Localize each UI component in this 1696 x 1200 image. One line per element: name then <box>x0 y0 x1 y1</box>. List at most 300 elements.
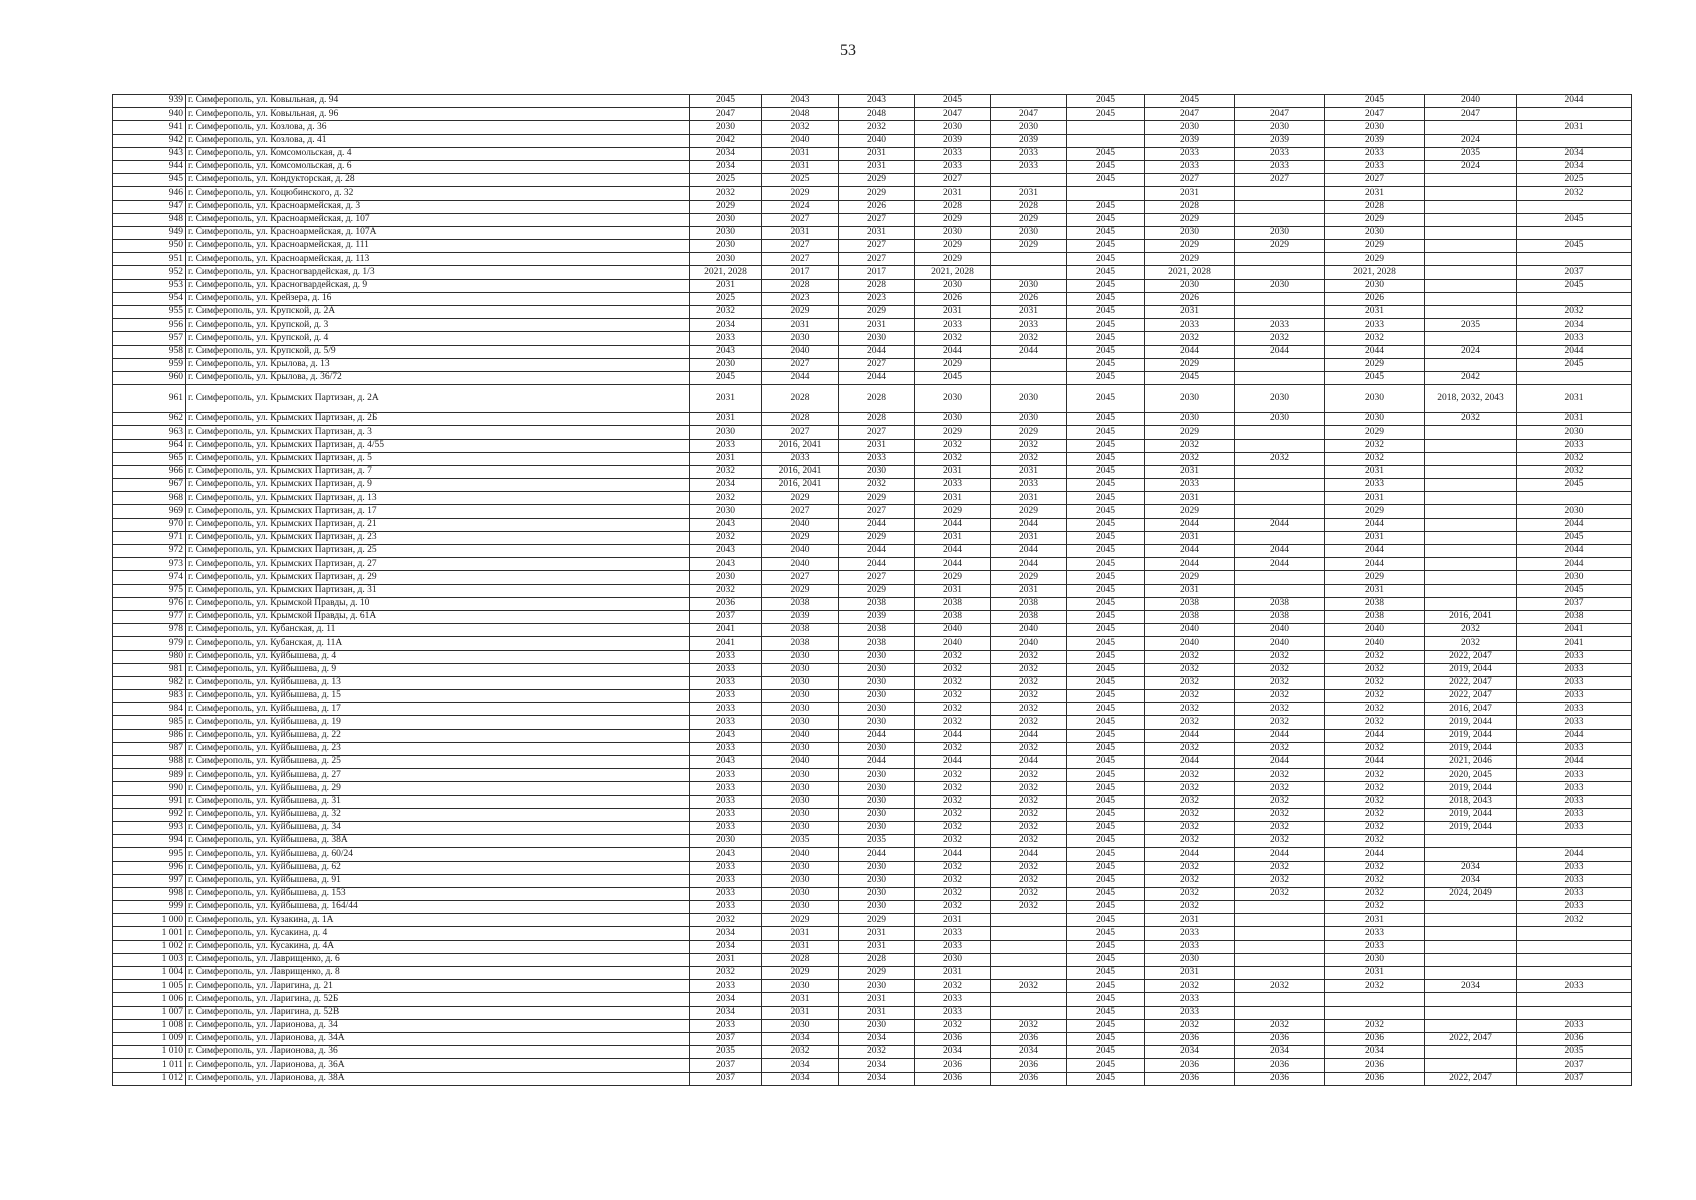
table-row <box>113 980 1632 993</box>
row-number-cell: 945 <box>113 174 186 187</box>
table-row <box>113 1046 1632 1059</box>
table-row <box>113 292 1632 305</box>
year-cell-3: 2028 <box>839 953 915 966</box>
year-cell-5: 2030 <box>991 226 1067 239</box>
year-cell-1: 2032 <box>690 914 762 927</box>
year-cell-4: 2032 <box>915 835 991 848</box>
year-cell-5: 2031 <box>991 465 1067 478</box>
year-cell-1: 2031 <box>690 452 762 465</box>
year-cell-9: 2030 <box>1325 385 1425 413</box>
year-cell-1: 2033 <box>690 795 762 808</box>
year-cell-4: 2031 <box>915 914 991 927</box>
year-cell-9: 2029 <box>1325 213 1425 226</box>
year-cell-5: 2031 <box>991 584 1067 597</box>
year-cell-3: 2034 <box>839 1072 915 1085</box>
year-cell-1: 2032 <box>690 967 762 980</box>
address-cell: г. Симферополь, ул. Козлова, д. 41 <box>186 134 690 147</box>
year-cell-3: 2034 <box>839 1059 915 1072</box>
year-cell-1: 2032 <box>690 465 762 478</box>
year-cell-1: 2021, 2028 <box>690 266 762 279</box>
year-cell-8 <box>1235 505 1325 518</box>
year-cell-9: 2032 <box>1325 835 1425 848</box>
year-cell-8: 2032 <box>1235 887 1325 900</box>
year-cell-3: 2027 <box>839 213 915 226</box>
year-cell-8 <box>1235 993 1325 1006</box>
table-row <box>113 358 1632 371</box>
year-cell-7: 2033 <box>1145 1006 1235 1019</box>
year-cell-8: 2027 <box>1235 174 1325 187</box>
year-cell-11: 2033 <box>1517 690 1632 703</box>
year-cell-10 <box>1425 332 1517 345</box>
year-cell-4: 2032 <box>915 1019 991 1032</box>
year-cell-9: 2029 <box>1325 358 1425 371</box>
table-row <box>113 108 1632 121</box>
table-row <box>113 439 1632 452</box>
year-cell-6: 2045 <box>1067 345 1145 358</box>
year-cell-10: 2016, 2047 <box>1425 703 1517 716</box>
year-cell-2: 2028 <box>762 953 839 966</box>
row-number-cell: 958 <box>113 345 186 358</box>
year-cell-11 <box>1517 200 1632 213</box>
year-cell-3: 2030 <box>839 769 915 782</box>
row-number-cell: 951 <box>113 253 186 266</box>
year-cell-1: 2033 <box>690 690 762 703</box>
year-cell-4: 2030 <box>915 279 991 292</box>
year-cell-10: 2024 <box>1425 345 1517 358</box>
table-row <box>113 452 1632 465</box>
year-cell-10 <box>1425 835 1517 848</box>
year-cell-2: 2027 <box>762 426 839 439</box>
year-cell-9: 2040 <box>1325 637 1425 650</box>
row-number-cell: 997 <box>113 874 186 887</box>
year-cell-8 <box>1235 953 1325 966</box>
year-cell-8: 2030 <box>1235 413 1325 426</box>
table-row <box>113 385 1632 413</box>
year-cell-6: 2045 <box>1067 624 1145 637</box>
year-cell-5 <box>991 253 1067 266</box>
year-cell-4: 2031 <box>915 492 991 505</box>
address-cell: г. Симферополь, ул. Куйбышева, д. 164/44 <box>186 901 690 914</box>
year-cell-6: 2045 <box>1067 518 1145 531</box>
year-cell-8: 2030 <box>1235 385 1325 413</box>
address-cell: г. Симферополь, ул. Куйбышева, д. 23 <box>186 742 690 755</box>
year-cell-10 <box>1425 266 1517 279</box>
row-number-cell: 939 <box>113 95 186 108</box>
year-cell-8: 2036 <box>1235 1072 1325 1085</box>
address-cell: г. Симферополь, ул. Куйбышева, д. 19 <box>186 716 690 729</box>
year-cell-6: 2045 <box>1067 253 1145 266</box>
table-row <box>113 200 1632 213</box>
year-cell-8: 2040 <box>1235 637 1325 650</box>
address-cell: г. Симферополь, ул. Крымских Партизан, д. 27 <box>186 558 690 571</box>
year-cell-8 <box>1235 95 1325 108</box>
row-number-cell: 975 <box>113 584 186 597</box>
year-cell-5: 2030 <box>991 385 1067 413</box>
year-cell-4: 2032 <box>915 703 991 716</box>
year-cell-11 <box>1517 292 1632 305</box>
year-cell-3: 2044 <box>839 545 915 558</box>
address-cell: г. Симферополь, ул. Красноармейская, д. 113 <box>186 253 690 266</box>
year-cell-1: 2032 <box>690 584 762 597</box>
year-cell-11: 2045 <box>1517 479 1632 492</box>
year-cell-3: 2029 <box>839 187 915 200</box>
year-cell-8: 2032 <box>1235 782 1325 795</box>
year-cell-8: 2032 <box>1235 663 1325 676</box>
year-cell-11: 2034 <box>1517 147 1632 160</box>
year-cell-11: 2033 <box>1517 716 1632 729</box>
table-row <box>113 742 1632 755</box>
year-cell-7: 2045 <box>1145 371 1235 384</box>
year-cell-2: 2030 <box>762 676 839 689</box>
year-cell-5: 2036 <box>991 1059 1067 1072</box>
table-row <box>113 1032 1632 1045</box>
year-cell-11: 2033 <box>1517 901 1632 914</box>
year-cell-10 <box>1425 465 1517 478</box>
year-cell-11: 2044 <box>1517 729 1632 742</box>
year-cell-5: 2032 <box>991 452 1067 465</box>
year-cell-9: 2047 <box>1325 108 1425 121</box>
year-cell-10: 2034 <box>1425 874 1517 887</box>
year-cell-11: 2033 <box>1517 439 1632 452</box>
year-cell-10: 2020, 2045 <box>1425 769 1517 782</box>
year-cell-11: 2033 <box>1517 782 1632 795</box>
year-cell-10 <box>1425 1019 1517 1032</box>
row-number-cell: 973 <box>113 558 186 571</box>
address-cell: г. Симферополь, ул. Ларигина, д. 52Б <box>186 993 690 1006</box>
year-cell-11: 2030 <box>1517 571 1632 584</box>
year-cell-11: 2033 <box>1517 769 1632 782</box>
year-cell-6: 2045 <box>1067 808 1145 821</box>
year-cell-8: 2032 <box>1235 769 1325 782</box>
year-cell-4: 2032 <box>915 690 991 703</box>
year-cell-4: 2030 <box>915 121 991 134</box>
year-cell-7: 2032 <box>1145 716 1235 729</box>
table-row <box>113 993 1632 1006</box>
year-cell-3: 2028 <box>839 279 915 292</box>
year-cell-5: 2044 <box>991 756 1067 769</box>
year-cell-2: 2038 <box>762 637 839 650</box>
address-cell: г. Симферополь, ул. Ларионова, д. 36А <box>186 1059 690 1072</box>
table-row <box>113 306 1632 319</box>
year-cell-2: 2023 <box>762 292 839 305</box>
row-number-cell: 965 <box>113 452 186 465</box>
row-number-cell: 989 <box>113 769 186 782</box>
year-cell-11: 2033 <box>1517 703 1632 716</box>
year-cell-5 <box>991 371 1067 384</box>
year-cell-5: 2033 <box>991 479 1067 492</box>
table-row <box>113 345 1632 358</box>
year-cell-8: 2032 <box>1235 861 1325 874</box>
address-cell: г. Симферополь, ул. Куйбышева, д. 62 <box>186 861 690 874</box>
row-number-cell: 969 <box>113 505 186 518</box>
year-cell-8: 2036 <box>1235 1032 1325 1045</box>
year-cell-2: 2031 <box>762 226 839 239</box>
year-cell-9: 2032 <box>1325 769 1425 782</box>
year-cell-7: 2029 <box>1145 358 1235 371</box>
table-row <box>113 134 1632 147</box>
year-cell-11 <box>1517 953 1632 966</box>
year-cell-10: 2024, 2049 <box>1425 887 1517 900</box>
year-cell-3: 2017 <box>839 266 915 279</box>
year-cell-2: 2030 <box>762 821 839 834</box>
year-cell-8: 2047 <box>1235 108 1325 121</box>
year-cell-7: 2030 <box>1145 413 1235 426</box>
row-number-cell: 1 007 <box>113 1006 186 1019</box>
year-cell-9: 2033 <box>1325 160 1425 173</box>
year-cell-4: 2029 <box>915 213 991 226</box>
year-cell-4: 2040 <box>915 637 991 650</box>
year-cell-1: 2031 <box>690 413 762 426</box>
year-cell-6 <box>1067 134 1145 147</box>
table-row <box>113 266 1632 279</box>
address-cell: г. Симферополь, ул. Красноармейская, д. 3 <box>186 200 690 213</box>
year-cell-8: 2044 <box>1235 729 1325 742</box>
year-cell-2: 2030 <box>762 808 839 821</box>
address-cell: г. Симферополь, ул. Козлова, д. 36 <box>186 121 690 134</box>
year-cell-10: 2019, 2044 <box>1425 782 1517 795</box>
year-cell-3: 2028 <box>839 413 915 426</box>
year-cell-3: 2030 <box>839 874 915 887</box>
year-cell-5: 2044 <box>991 518 1067 531</box>
year-cell-8: 2038 <box>1235 610 1325 623</box>
row-number-cell: 1 001 <box>113 927 186 940</box>
year-cell-3: 2029 <box>839 967 915 980</box>
row-number-cell: 980 <box>113 650 186 663</box>
year-cell-8 <box>1235 901 1325 914</box>
year-cell-10 <box>1425 279 1517 292</box>
year-cell-4: 2029 <box>915 426 991 439</box>
year-cell-6: 2045 <box>1067 558 1145 571</box>
year-cell-6: 2045 <box>1067 426 1145 439</box>
year-cell-4: 2031 <box>915 967 991 980</box>
year-cell-3: 2023 <box>839 292 915 305</box>
year-cell-3: 2044 <box>839 558 915 571</box>
year-cell-3: 2034 <box>839 1032 915 1045</box>
year-cell-1: 2037 <box>690 610 762 623</box>
year-cell-2: 2027 <box>762 213 839 226</box>
address-cell: г. Симферополь, ул. Крупской, д. 3 <box>186 319 690 332</box>
address-cell: г. Симферополь, ул. Красногвардейская, д. 1/3 <box>186 266 690 279</box>
table-row <box>113 240 1632 253</box>
row-number-cell: 983 <box>113 690 186 703</box>
year-cell-8 <box>1235 200 1325 213</box>
year-cell-7: 2028 <box>1145 200 1235 213</box>
address-cell: г. Симферополь, ул. Крейзера, д. 16 <box>186 292 690 305</box>
year-cell-4: 2031 <box>915 306 991 319</box>
row-number-cell: 954 <box>113 292 186 305</box>
table-row <box>113 545 1632 558</box>
year-cell-6: 2045 <box>1067 927 1145 940</box>
year-cell-6: 2045 <box>1067 914 1145 927</box>
year-cell-9: 2032 <box>1325 690 1425 703</box>
year-cell-4: 2032 <box>915 861 991 874</box>
year-cell-6: 2045 <box>1067 703 1145 716</box>
year-cell-2: 2016, 2041 <box>762 439 839 452</box>
year-cell-2: 2030 <box>762 703 839 716</box>
year-cell-10: 2022, 2047 <box>1425 1032 1517 1045</box>
year-cell-9: 2038 <box>1325 610 1425 623</box>
year-cell-4: 2032 <box>915 795 991 808</box>
year-cell-10 <box>1425 967 1517 980</box>
year-cell-3: 2027 <box>839 571 915 584</box>
row-number-cell: 988 <box>113 756 186 769</box>
year-cell-1: 2043 <box>690 345 762 358</box>
year-cell-5: 2029 <box>991 240 1067 253</box>
year-cell-2: 2040 <box>762 848 839 861</box>
year-cell-6: 2045 <box>1067 610 1145 623</box>
year-cell-11: 2045 <box>1517 279 1632 292</box>
year-cell-1: 2043 <box>690 756 762 769</box>
year-cell-4: 2029 <box>915 253 991 266</box>
year-cell-2: 2040 <box>762 518 839 531</box>
year-cell-4: 2032 <box>915 782 991 795</box>
year-cell-1: 2034 <box>690 319 762 332</box>
year-cell-11: 2030 <box>1517 426 1632 439</box>
year-cell-9: 2031 <box>1325 306 1425 319</box>
year-cell-7: 2032 <box>1145 782 1235 795</box>
year-cell-8: 2032 <box>1235 690 1325 703</box>
year-cell-9: 2032 <box>1325 703 1425 716</box>
table-row <box>113 716 1632 729</box>
year-cell-5: 2032 <box>991 676 1067 689</box>
year-cell-3: 2027 <box>839 426 915 439</box>
address-cell: г. Симферополь, ул. Крылова, д. 36/72 <box>186 371 690 384</box>
year-cell-3: 2030 <box>839 690 915 703</box>
row-number-cell: 964 <box>113 439 186 452</box>
table-row <box>113 782 1632 795</box>
year-cell-7: 2031 <box>1145 465 1235 478</box>
year-cell-7: 2032 <box>1145 861 1235 874</box>
table-row <box>113 492 1632 505</box>
year-cell-4: 2033 <box>915 940 991 953</box>
row-number-cell: 994 <box>113 835 186 848</box>
year-cell-5: 2032 <box>991 808 1067 821</box>
year-cell-1: 2043 <box>690 545 762 558</box>
year-cell-11: 2034 <box>1517 319 1632 332</box>
year-cell-8: 2044 <box>1235 518 1325 531</box>
year-cell-10: 2019, 2044 <box>1425 716 1517 729</box>
table-row <box>113 319 1632 332</box>
year-cell-6: 2045 <box>1067 650 1145 663</box>
row-number-cell: 952 <box>113 266 186 279</box>
address-cell: г. Симферополь, ул. Крупской, д. 2А <box>186 306 690 319</box>
year-cell-1: 2025 <box>690 174 762 187</box>
year-cell-7: 2044 <box>1145 345 1235 358</box>
year-cell-3: 2027 <box>839 505 915 518</box>
year-cell-9: 2021, 2028 <box>1325 266 1425 279</box>
year-cell-4: 2033 <box>915 147 991 160</box>
year-cell-9: 2031 <box>1325 465 1425 478</box>
year-cell-3: 2031 <box>839 319 915 332</box>
year-cell-9: 2032 <box>1325 901 1425 914</box>
year-cell-7: 2032 <box>1145 835 1235 848</box>
year-cell-6: 2045 <box>1067 226 1145 239</box>
row-number-cell: 956 <box>113 319 186 332</box>
year-cell-11 <box>1517 226 1632 239</box>
year-cell-3: 2029 <box>839 531 915 544</box>
year-cell-4: 2047 <box>915 108 991 121</box>
row-number-cell: 955 <box>113 306 186 319</box>
year-cell-4: 2034 <box>915 1046 991 1059</box>
year-cell-6: 2045 <box>1067 584 1145 597</box>
address-cell: г. Симферополь, ул. Крымских Партизан, д. 17 <box>186 505 690 518</box>
year-cell-10: 2016, 2041 <box>1425 610 1517 623</box>
year-cell-6: 2045 <box>1067 1006 1145 1019</box>
year-cell-2: 2040 <box>762 729 839 742</box>
year-cell-6: 2045 <box>1067 716 1145 729</box>
year-cell-1: 2033 <box>690 703 762 716</box>
year-cell-8: 2044 <box>1235 345 1325 358</box>
year-cell-11: 2041 <box>1517 637 1632 650</box>
year-cell-6: 2045 <box>1067 213 1145 226</box>
year-cell-3: 2029 <box>839 914 915 927</box>
year-cell-1: 2034 <box>690 1006 762 1019</box>
year-cell-11: 2044 <box>1517 756 1632 769</box>
year-cell-1: 2033 <box>690 663 762 676</box>
year-cell-10: 2019, 2044 <box>1425 808 1517 821</box>
year-cell-7: 2030 <box>1145 953 1235 966</box>
year-cell-3: 2030 <box>839 901 915 914</box>
year-cell-5: 2032 <box>991 887 1067 900</box>
year-cell-10: 2024 <box>1425 160 1517 173</box>
year-cell-10: 2019, 2044 <box>1425 821 1517 834</box>
year-cell-2: 2027 <box>762 240 839 253</box>
year-cell-6: 2045 <box>1067 319 1145 332</box>
year-cell-3: 2030 <box>839 332 915 345</box>
year-cell-1: 2033 <box>690 716 762 729</box>
year-cell-10: 2022, 2047 <box>1425 1072 1517 1085</box>
year-cell-3: 2029 <box>839 306 915 319</box>
address-cell: г. Симферополь, ул. Кубанская, д. 11 <box>186 624 690 637</box>
year-cell-2: 2030 <box>762 742 839 755</box>
year-cell-4: 2032 <box>915 980 991 993</box>
year-cell-9: 2044 <box>1325 756 1425 769</box>
row-number-cell: 940 <box>113 108 186 121</box>
year-cell-5: 2038 <box>991 610 1067 623</box>
year-cell-1: 2030 <box>690 226 762 239</box>
address-cell: г. Симферополь, ул. Кусакина, д. 4 <box>186 927 690 940</box>
year-cell-4: 2036 <box>915 1059 991 1072</box>
row-number-cell: 976 <box>113 597 186 610</box>
year-cell-8 <box>1235 187 1325 200</box>
year-cell-10 <box>1425 492 1517 505</box>
year-cell-8 <box>1235 1006 1325 1019</box>
year-cell-9: 2033 <box>1325 147 1425 160</box>
year-cell-11 <box>1517 993 1632 1006</box>
year-cell-5: 2032 <box>991 716 1067 729</box>
year-cell-6: 2045 <box>1067 332 1145 345</box>
year-cell-3: 2028 <box>839 385 915 413</box>
year-cell-9: 2032 <box>1325 1019 1425 1032</box>
year-cell-4: 2031 <box>915 584 991 597</box>
year-cell-6: 2045 <box>1067 848 1145 861</box>
year-cell-7: 2044 <box>1145 848 1235 861</box>
row-number-cell: 981 <box>113 663 186 676</box>
year-cell-11: 2045 <box>1517 584 1632 597</box>
row-number-cell: 953 <box>113 279 186 292</box>
year-cell-3: 2033 <box>839 452 915 465</box>
year-cell-8: 2032 <box>1235 1019 1325 1032</box>
year-cell-11: 2033 <box>1517 808 1632 821</box>
table-row <box>113 887 1632 900</box>
address-cell: г. Симферополь, ул. Крымской Правды, д. 10 <box>186 597 690 610</box>
address-cell: г. Симферополь, ул. Кубанская, д. 11А <box>186 637 690 650</box>
year-cell-6: 2045 <box>1067 782 1145 795</box>
year-cell-4: 2036 <box>915 1072 991 1085</box>
year-cell-6: 2045 <box>1067 505 1145 518</box>
year-cell-3: 2030 <box>839 980 915 993</box>
table-row <box>113 953 1632 966</box>
